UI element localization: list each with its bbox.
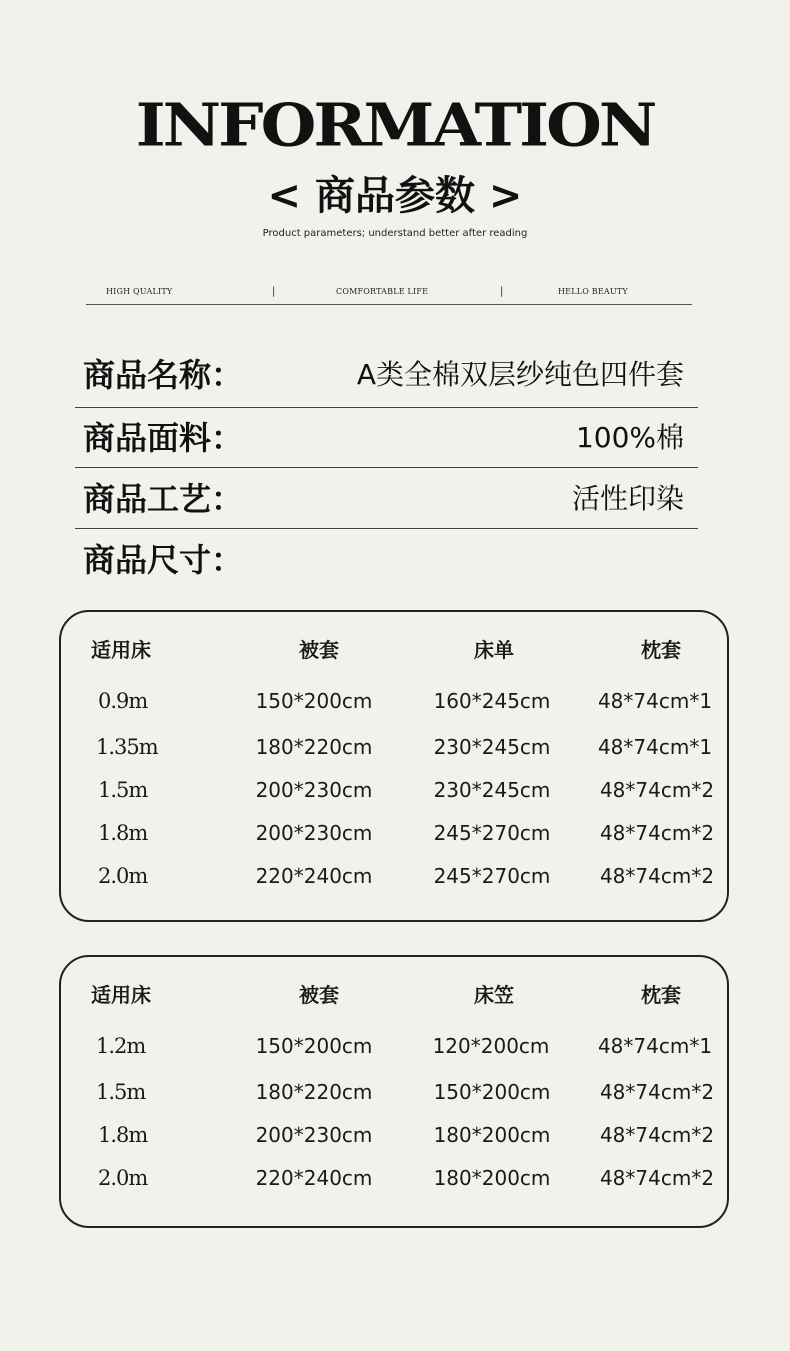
table-cell-bed-size: 1.5m (98, 778, 148, 802)
table-cell-pillow-size: 48*74cm*1 (597, 689, 713, 713)
table-cell-sheet-size: 245*270cm (433, 821, 551, 845)
section-subtitle: < 商品参数 > (267, 173, 523, 219)
table-header-bed: 适用床 (91, 983, 151, 1007)
info-value: 100%棉 (575, 421, 684, 454)
table-cell-pillow-size: 48*74cm*2 (599, 821, 715, 845)
tagline-hello-beauty: HELLO BEAUTY (558, 287, 628, 296)
table-cell-pillow-size: 48*74cm*2 (599, 778, 715, 802)
table-header-pillowcase: 枕套 (641, 638, 681, 662)
table-cell-bed-size: 1.5m (96, 1080, 146, 1104)
table-cell-fitted-size: 180*200cm (433, 1166, 551, 1190)
table-cell-sheet-size: 230*245cm (433, 735, 551, 759)
info-label: 商品名称： (83, 356, 244, 394)
table-cell-fitted-size: 150*200cm (433, 1080, 551, 1104)
table-cell-pillow-size: 48*74cm*1 (597, 1034, 713, 1058)
info-value: 活性印染 (571, 482, 684, 515)
table-header-pillowcase: 枕套 (641, 983, 681, 1007)
table-cell-fitted-size: 120*200cm (432, 1034, 550, 1058)
tagline-comfortable-life: COMFORTABLE LIFE (336, 287, 429, 296)
table-cell-duvet-size: 220*240cm (255, 1166, 373, 1190)
info-label: 商品尺寸： (83, 541, 244, 579)
info-label: 商品工艺： (83, 480, 244, 518)
table-cell-duvet-size: 200*230cm (255, 778, 373, 802)
info-row-craft (75, 479, 698, 529)
table-cell-duvet-size: 200*230cm (255, 821, 373, 845)
section-caption: Product parameters; understand better after reading (262, 228, 528, 239)
table-cell-bed-size: 2.0m (98, 864, 148, 888)
page-title: INFORMATION (135, 91, 655, 161)
info-label: 商品面料： (83, 419, 244, 457)
table-cell-duvet-size: 150*200cm (255, 689, 373, 713)
tagline-row (86, 284, 692, 305)
size-table-fitted-sheet (59, 955, 729, 1228)
table-cell-pillow-size: 48*74cm*1 (597, 735, 713, 759)
table-cell-bed-size: 0.9m (98, 689, 148, 713)
table-cell-pillow-size: 48*74cm*2 (599, 1166, 715, 1190)
info-row-fabric (75, 418, 698, 468)
table-header-sheet: 床单 (474, 638, 514, 662)
table-cell-fitted-size: 180*200cm (433, 1123, 551, 1147)
tagline-high-quality: HIGH QUALITY (106, 287, 173, 296)
table-cell-bed-size: 1.8m (98, 1123, 148, 1147)
table-header-fitted-sheet: 床笠 (474, 983, 514, 1007)
table-cell-duvet-size: 150*200cm (255, 1034, 373, 1058)
table-cell-duvet-size: 220*240cm (255, 864, 373, 888)
info-row-product-name (75, 355, 698, 408)
table-header-duvet: 被套 (299, 638, 339, 662)
table-header-bed: 适用床 (91, 638, 151, 662)
table-cell-pillow-size: 48*74cm*2 (599, 1080, 715, 1104)
table-cell-bed-size: 1.8m (98, 821, 148, 845)
table-cell-pillow-size: 48*74cm*2 (599, 1123, 715, 1147)
size-table-bedsheet (59, 610, 729, 922)
tagline-separator: | (500, 286, 504, 297)
table-cell-bed-size: 1.35m (96, 735, 158, 759)
info-row-size (75, 540, 698, 584)
table-header-duvet: 被套 (299, 983, 339, 1007)
table-cell-bed-size: 1.2m (96, 1034, 146, 1058)
table-cell-sheet-size: 230*245cm (433, 778, 551, 802)
table-cell-duvet-size: 180*220cm (255, 735, 373, 759)
table-cell-bed-size: 2.0m (98, 1166, 148, 1190)
info-value: A类全棉双层纱纯色四件套 (356, 358, 684, 391)
tagline-separator: | (272, 286, 276, 297)
table-cell-duvet-size: 200*230cm (255, 1123, 373, 1147)
table-cell-sheet-size: 160*245cm (433, 689, 551, 713)
table-cell-pillow-size: 48*74cm*2 (599, 864, 715, 888)
table-cell-duvet-size: 180*220cm (255, 1080, 373, 1104)
table-cell-sheet-size: 245*270cm (433, 864, 551, 888)
